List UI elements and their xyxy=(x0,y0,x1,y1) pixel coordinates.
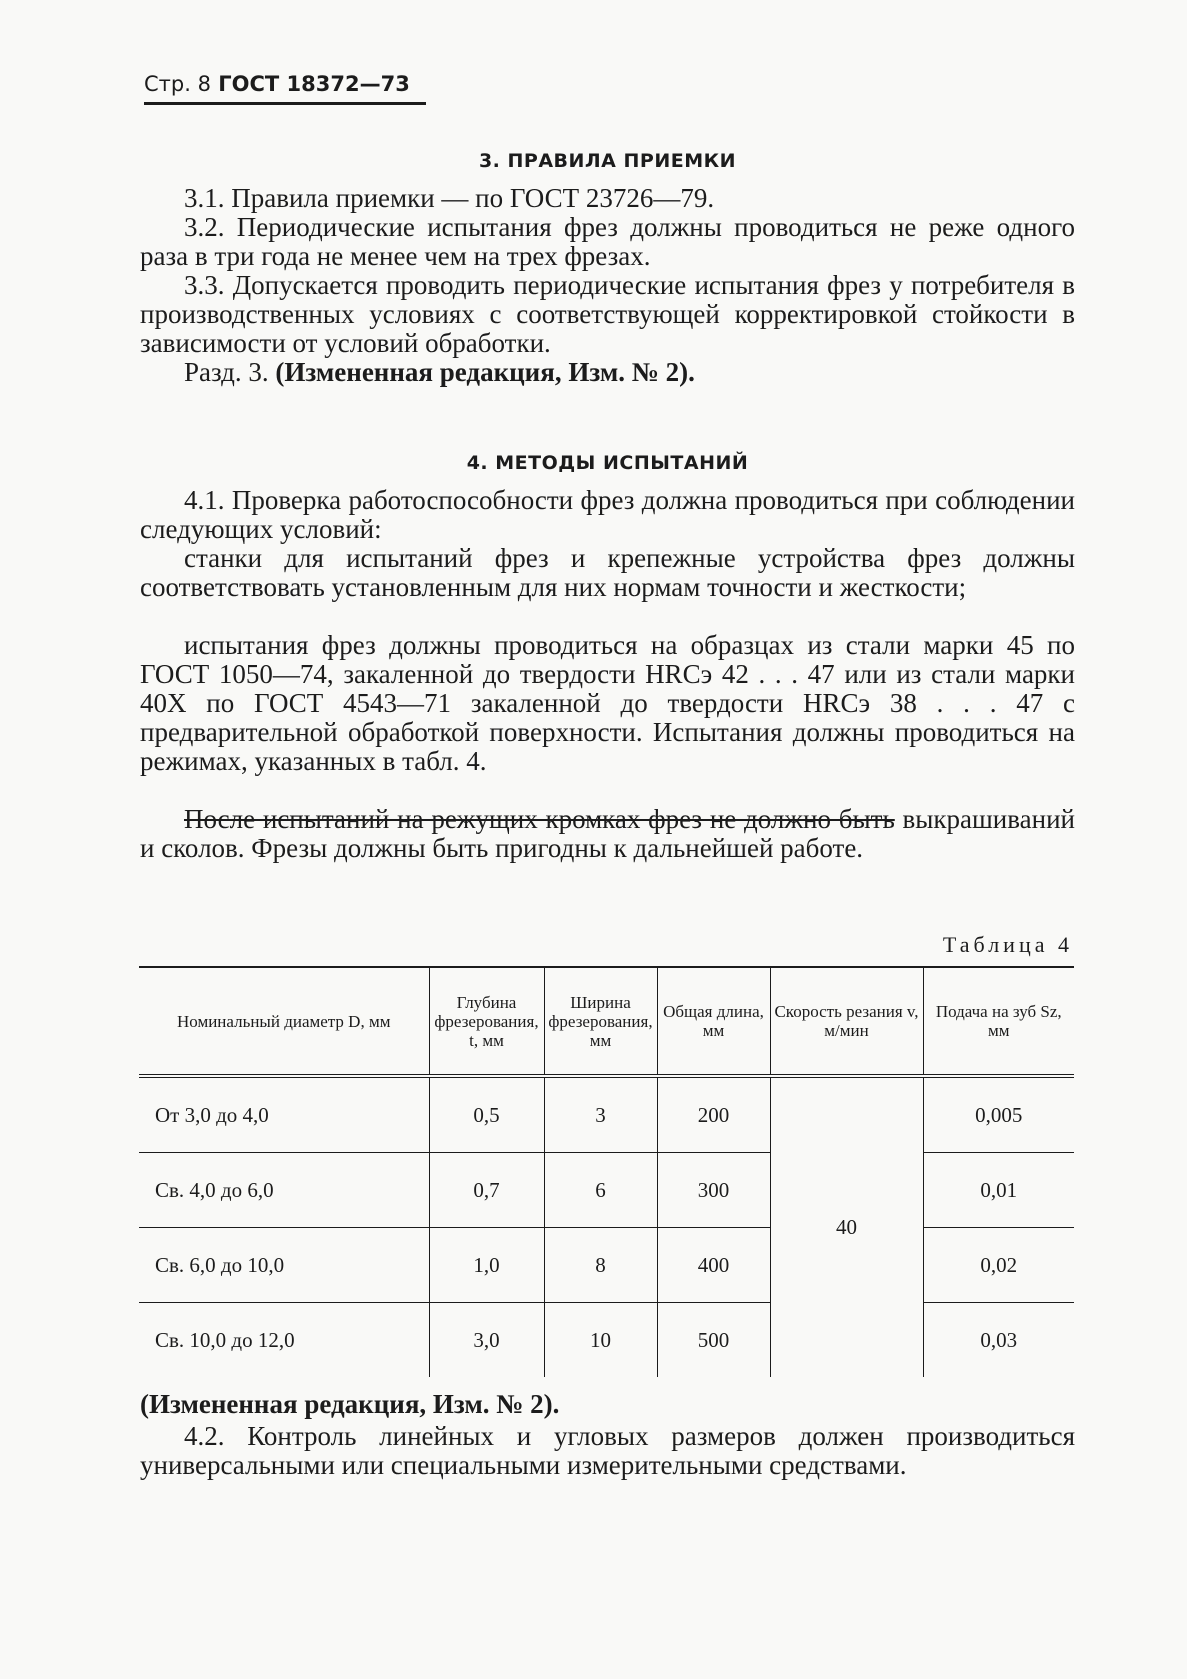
cell-speed: 40 xyxy=(770,1076,923,1377)
cell-depth: 0,7 xyxy=(429,1153,544,1228)
standard-number: ГОСТ 18372—73 xyxy=(218,72,410,96)
section-4-title: 4. МЕТОДЫ ИСПЫТАНИЙ xyxy=(466,452,749,474)
cell-width: 6 xyxy=(544,1153,657,1228)
table-row xyxy=(139,1153,1074,1228)
paragraph-4-2: 4.2. Контроль линейных и угловых размеров должен производиться универсальными или специальными измерительными средствами. xyxy=(140,1421,1075,1480)
paragraph-4-1: 4.1. Проверка работоспособности фрез должна проводиться при соблюдении следующих условий: xyxy=(140,485,1075,544)
header-depth: Глубина фрезерования, t, мм xyxy=(429,967,544,1076)
cell-diameter: Св. 4,0 до 6,0 xyxy=(139,1153,429,1228)
paragraph-4-1-after-test xyxy=(140,805,1075,863)
header-feed: Подача на зуб Sz, мм xyxy=(923,967,1074,1076)
cell-diameter: Св. 10,0 до 12,0 xyxy=(155,1327,295,1352)
cell-length: 200 xyxy=(657,1076,770,1153)
struck-text: После испытаний на режущих кромках фрез не должно быть xyxy=(184,804,895,834)
data-table xyxy=(139,966,1074,1377)
table-row xyxy=(139,1303,1074,1378)
cell-feed: 0,02 xyxy=(923,1228,1074,1303)
amendment-text: (Измененная редакция, Изм. № 2). xyxy=(140,1389,560,1419)
header-width: Ширина фрезерования, мм xyxy=(544,967,657,1076)
cell-depth: 1,0 xyxy=(429,1228,544,1303)
cell-diameter: От 3,0 до 4,0 xyxy=(139,1076,429,1153)
cell-feed: 0,005 xyxy=(923,1076,1074,1153)
cell-length: 500 xyxy=(657,1303,770,1378)
cell-depth: 3,0 xyxy=(429,1303,544,1378)
cell-feed: 0,01 xyxy=(923,1153,1074,1228)
paragraph-4-1-samples: испытания фрез должны проводиться на образцах из стали марки 45 по ГОСТ 1050—74, закаленной до твердости HRCэ 42 . . . 47 или из стали марки 40Х по ГОСТ 4543—71 закаленной до твердости HRCэ 38 . . . 47 с предварительной обработкой поверхности. Испытания должны проводиться на режимах, указанных в табл. 4. xyxy=(140,630,1075,776)
paragraph-4-1-machines: станки для испытаний фрез и крепежные устройства фрез должны соответствовать установленным для них нормам точности и жесткости; xyxy=(140,543,1075,602)
section-3-title: 3. ПРАВИЛА ПРИЕМКИ xyxy=(478,150,737,172)
paragraph-3-2: 3.2. Периодические испытания фрез должны проводиться не реже одного раза в три года не менее чем на трех фрезах. xyxy=(140,212,1075,271)
cell-length: 400 xyxy=(657,1228,770,1303)
section-4-amendment-note xyxy=(140,1390,1075,1419)
cell-diameter: Св. 6,0 до 10,0 xyxy=(139,1228,429,1303)
note-prefix: Разд. 3. xyxy=(184,357,276,387)
paragraph-3-1: 3.1. Правила приемки — по ГОСТ 23726—79. xyxy=(184,183,715,213)
cell-feed: 0,03 xyxy=(923,1303,1074,1378)
table-caption: Таблица 4 xyxy=(942,932,1073,957)
table-header-row xyxy=(139,967,1074,1076)
cell-width: 3 xyxy=(544,1076,657,1153)
header-diameter: Номинальный диаметр D, мм xyxy=(139,967,429,1076)
page-header xyxy=(144,72,426,105)
amendment-text: (Измененная редакция, Изм. № 2). xyxy=(275,357,695,387)
paragraph-rest: выкрашиваний и сколов. Фрезы должны быть пригодны к дальнейшей работе. xyxy=(140,804,1075,863)
paragraph-3-3: 3.3. Допускается проводить периодические испытания фрез у потребителя в производственных условиях с соответствующей корректировкой стойкости в зависимости от условий обработки. xyxy=(140,270,1075,358)
cell-width: 8 xyxy=(544,1228,657,1303)
header-speed: Скорость резания v, м/мин xyxy=(770,967,923,1076)
section-3-amendment-note xyxy=(140,358,1075,387)
table-row xyxy=(139,1228,1074,1303)
page-number: Стр. 8 xyxy=(144,72,211,96)
cell-length: 300 xyxy=(657,1153,770,1228)
cell-depth: 0,5 xyxy=(429,1076,544,1153)
cell-width: 10 xyxy=(544,1303,657,1378)
header-length: Общая длина, мм xyxy=(657,967,770,1076)
table-row xyxy=(139,1076,1074,1153)
